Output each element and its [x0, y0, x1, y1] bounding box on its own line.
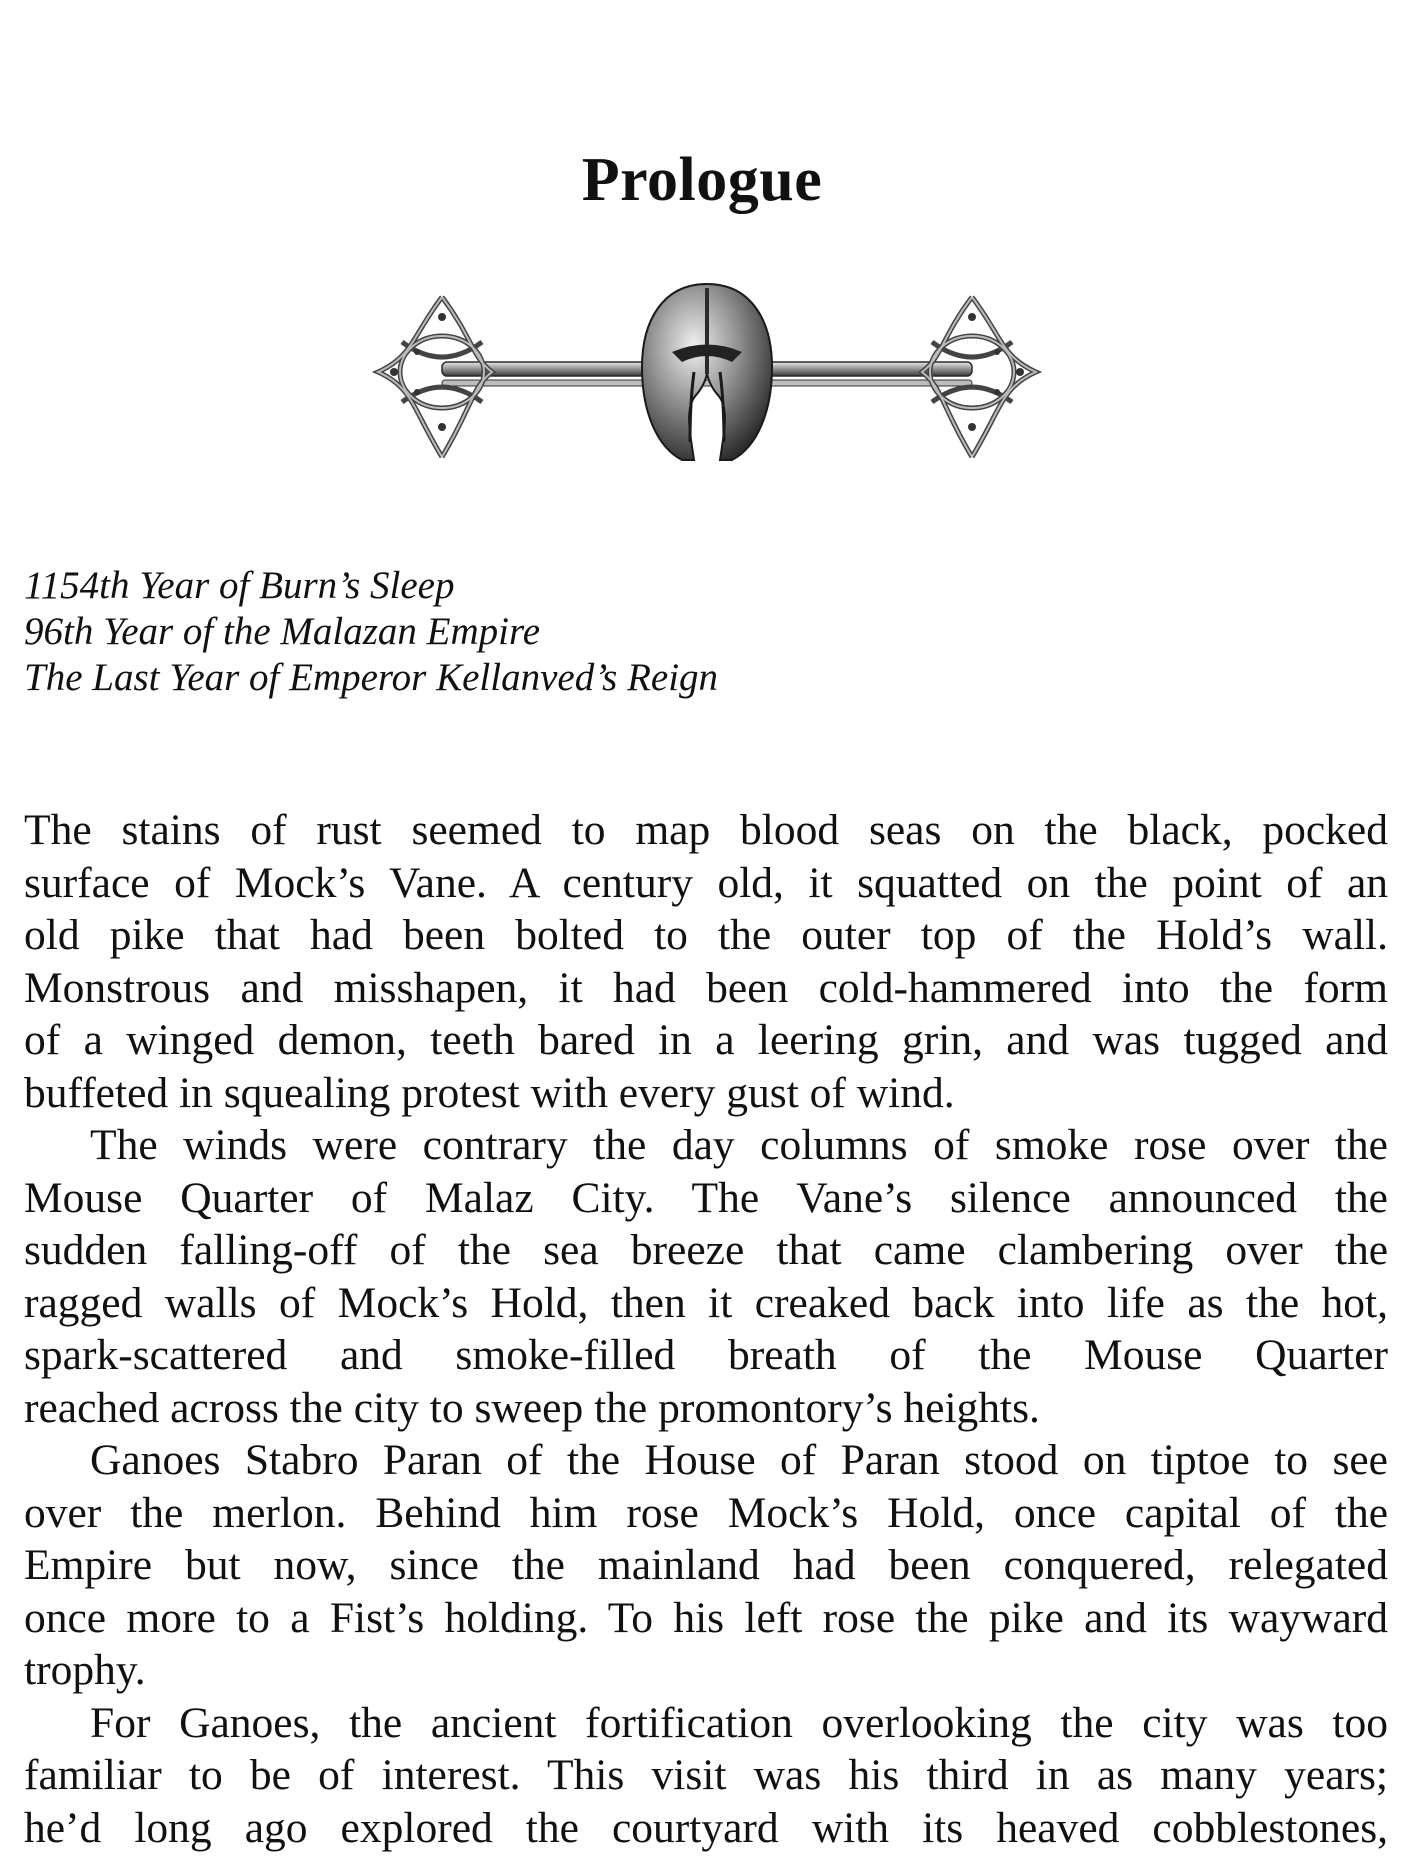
- text-line: surface of Mock’s Vane. A century old, it squatted on the point of an: [24, 858, 1388, 907]
- text-line: Mouse Quarter of Malaz City. The Vane’s silence announced the: [24, 1173, 1388, 1222]
- text-line: over the merlon. Behind him rose Mock’s Hold, once capital of the: [24, 1488, 1388, 1537]
- text-line: he’d long ago explored the courtyard with its heaved cobblestones,: [24, 1803, 1388, 1852]
- text-line: ragged walls of Mock’s Hold, then it creaked back into life as the hot,: [24, 1278, 1388, 1327]
- text-line: The stains of rust seemed to map blood seas on the black, pocked: [24, 806, 1388, 854]
- text-line: familiar to be of interest. This visit was his third in as many years;: [24, 1751, 1388, 1799]
- text-line: For Ganoes, the ancient fortification overlooking the city was too: [90, 1698, 1388, 1747]
- epigraph-line: 96th Year of the Malazan Empire: [24, 610, 541, 653]
- chapter-title: Prologue: [581, 146, 823, 214]
- text-line: Monstrous and misshapen, it had been cold-hammered into the form: [24, 963, 1388, 1012]
- text-line: trophy.: [24, 1646, 146, 1694]
- epigraph-line: 1154th Year of Burn’s Sleep: [24, 564, 455, 607]
- text-line: The winds were contrary the day columns of smoke rose over the: [90, 1121, 1388, 1169]
- text-line: buffeted in squealing protest with every gust of wind.: [24, 1068, 955, 1117]
- epigraph-line: The Last Year of Emperor Kellanved’s Reign: [24, 656, 719, 699]
- body-text: [24, 804, 1388, 1854]
- helmet-knot-ornament-icon: [372, 282, 1042, 472]
- epigraph: [24, 563, 718, 701]
- text-line: sudden falling-off of the sea breeze that came clambering over the: [24, 1226, 1388, 1274]
- text-line: Empire but now, since the mainland had been conquered, relegated: [24, 1541, 1388, 1589]
- text-line: once more to a Fist’s holding. To his left rose the pike and its wayward: [24, 1593, 1388, 1642]
- text-line: reached across the city to sweep the promontory’s heights.: [24, 1383, 1040, 1432]
- text-line: old pike that had been bolted to the outer top of the Hold’s wall.: [24, 911, 1388, 959]
- text-line: of a winged demon, teeth bared in a leering grin, and was tugged and: [24, 1016, 1388, 1064]
- text-line: Ganoes Stabro Paran of the House of Paran stood on tiptoe to see: [90, 1436, 1388, 1484]
- text-line: spark-scattered and smoke-filled breath of the Mouse Quarter: [24, 1331, 1388, 1379]
